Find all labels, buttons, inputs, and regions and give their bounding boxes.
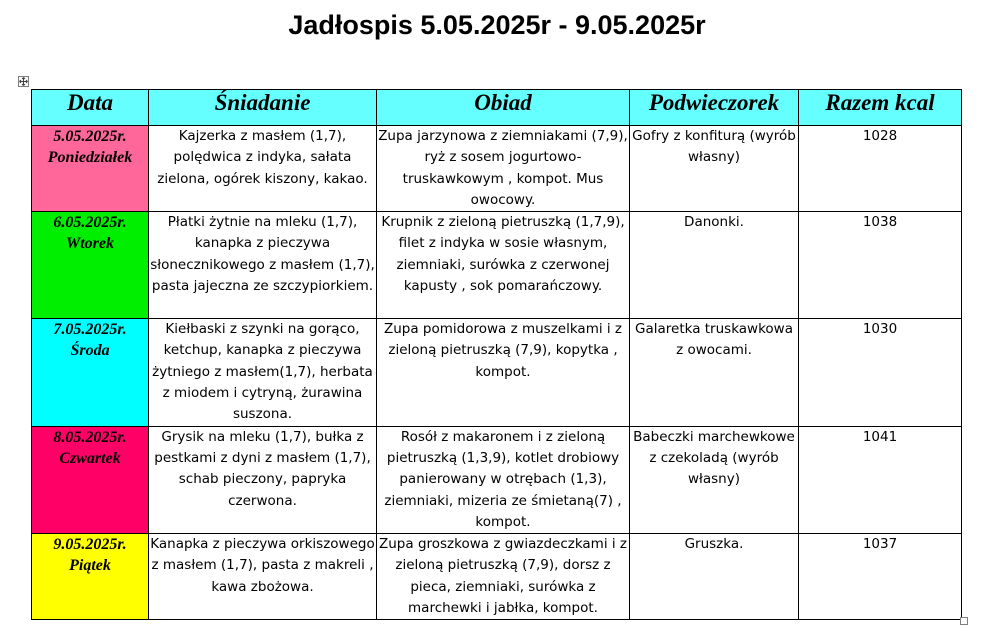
table-row	[32, 126, 962, 212]
breakfast-cell: Płatki żytnie na mleku (1,7), kanapka z pieczywa słonecznikowego z masłem (1,7), pasta jajeczna ze szczypiorkiem.	[149, 212, 377, 319]
date-text: 8.05.2025r.	[53, 428, 127, 446]
table-move-handle-icon[interactable]	[18, 76, 29, 87]
page-title: Jadłospis 5.05.2025r - 9.05.2025r	[288, 10, 706, 40]
kcal-cell: 1038	[799, 212, 962, 319]
header-kcal: Razem kcal	[799, 90, 962, 126]
breakfast-cell: Kanapka z pieczywa orkiszowego z masłem (1,7), pasta z makreli , kawa zbożowa.	[149, 534, 377, 620]
snack-cell: Gofry z konfiturą (wyrób własny)	[630, 126, 799, 212]
header-date: Data	[32, 90, 149, 126]
kcal-cell: 1041	[799, 426, 962, 533]
snack-cell: Danonki.	[630, 212, 799, 319]
table-row	[32, 212, 962, 319]
date-cell	[32, 426, 149, 533]
lunch-cell: Krupnik z zieloną pietruszką (1,7,9), filet z indyka w sosie własnym, ziemniaki, surówka z czerwonej kapusty , sok pomarańczowy.	[377, 212, 630, 319]
lunch-cell: Zupa pomidorowa z muszelkami i z zieloną pietruszką (7,9), kopytka , kompot.	[377, 319, 630, 426]
kcal-cell: 1037	[799, 534, 962, 620]
snack-cell: Babeczki marchewkowe z czekoladą (wyrób własny)	[630, 426, 799, 533]
header-lunch: Obiad	[377, 90, 630, 126]
date-text: 7.05.2025r.	[53, 321, 127, 339]
header-breakfast: Śniadanie	[149, 90, 377, 126]
table-row	[32, 534, 962, 620]
date-cell	[32, 212, 149, 319]
table-resize-handle[interactable]	[960, 617, 968, 625]
breakfast-cell: Grysik na mleku (1,7), bułka z pestkami z dyni z masłem (1,7), schab pieczony, papryka czerwona.	[149, 426, 377, 533]
day-name: Środa	[70, 342, 110, 360]
table-row	[32, 426, 962, 533]
breakfast-cell: Kajzerka z masłem (1,7), polędwica z indyka, sałata zielona, ogórek kiszony, kakao.	[149, 126, 377, 212]
date-cell	[32, 126, 149, 212]
date-cell	[32, 319, 149, 426]
day-name: Wtorek	[66, 235, 114, 253]
table-row	[32, 319, 962, 426]
date-cell	[32, 534, 149, 620]
lunch-cell: Rosół z makaronem i z zieloną pietruszką (1,3,9), kotlet drobiowy panierowany w otrębach (1,3), ziemniaki, mizeria ze śmietaną(7) , kompot.	[377, 426, 630, 533]
snack-cell: Galaretka truskawkowa z owocami.	[630, 319, 799, 426]
day-name: Czwartek	[59, 449, 121, 467]
header-snack: Podwieczorek	[630, 90, 799, 126]
date-text: 9.05.2025r.	[53, 536, 127, 554]
snack-cell: Gruszka.	[630, 534, 799, 620]
day-name: Poniedziałek	[47, 149, 133, 166]
kcal-cell: 1028	[799, 126, 962, 212]
breakfast-cell: Kiełbaski z szynki na gorąco, ketchup, kanapka z pieczywa żytniego z masłem(1,7), herbata z miodem i cytryną, żurawina suszona.	[149, 319, 377, 426]
date-text: 6.05.2025r.	[53, 214, 127, 232]
date-text: 5.05.2025r.	[53, 128, 127, 145]
kcal-cell: 1030	[799, 319, 962, 426]
day-name: Piątek	[69, 557, 111, 575]
menu-table	[31, 89, 962, 620]
lunch-cell: Zupa groszkowa z gwiazdeczkami i z zieloną pietruszką (7,9), dorsz z pieca, ziemniaki, surówka z marchewki i jabłka, kompot.	[377, 534, 630, 620]
header-row	[32, 90, 962, 126]
lunch-cell: Zupa jarzynowa z ziemniakami (7,9), ryż z sosem jogurtowo-truskawkowym , kompot. Mus owocowy.	[377, 126, 630, 212]
